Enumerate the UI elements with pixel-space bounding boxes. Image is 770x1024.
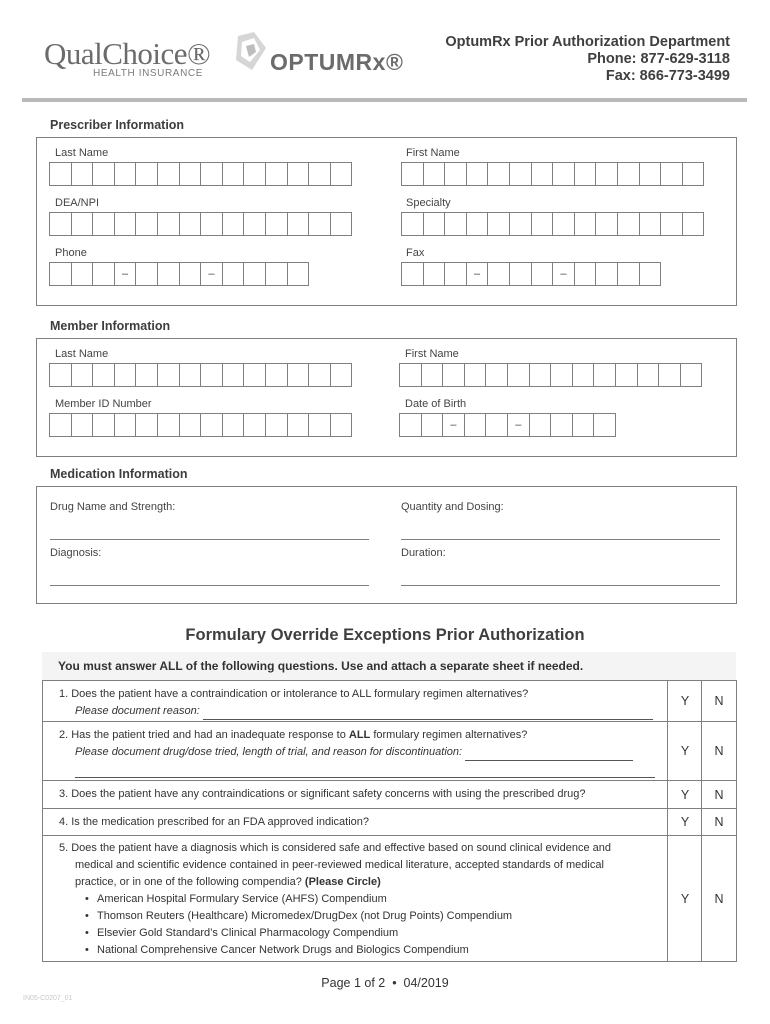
member-id-label: Member ID Number bbox=[55, 398, 152, 410]
question-3-text: 3. Does the patient have any contraindications or significant safety concerns with using the prescribed drug? bbox=[59, 788, 586, 800]
question-1-no[interactable]: N bbox=[701, 681, 736, 721]
prescriber-last-name-input[interactable] bbox=[49, 162, 352, 186]
form-title: Formulary Override Exceptions Prior Authorization bbox=[185, 626, 585, 644]
member-dob-input[interactable]: – – bbox=[399, 413, 616, 437]
member-last-name-label: Last Name bbox=[55, 348, 109, 360]
compendium-item: • Thomson Reuters (Healthcare) Micromedex/DrugDex (not Drug Points) Compendium bbox=[75, 908, 611, 925]
member-first-name-label: First Name bbox=[405, 348, 459, 360]
duration-label: Duration: bbox=[401, 547, 446, 559]
footer-separator: • bbox=[392, 976, 397, 990]
member-dob-label: Date of Birth bbox=[405, 398, 467, 410]
question-3-no[interactable]: N bbox=[701, 781, 736, 808]
question-row-1 bbox=[43, 681, 736, 722]
question-2-no[interactable]: N bbox=[701, 722, 736, 780]
department-title: OptumRx Prior Authorization Department bbox=[445, 34, 730, 50]
member-id-input[interactable] bbox=[49, 413, 352, 437]
prescriber-dea-npi-input[interactable] bbox=[49, 212, 352, 236]
question-2-text: 2. Has the patient tried and had an inadequate response to ALL formulary regimen alternatives? bbox=[59, 729, 528, 741]
prescriber-section-title: Prescriber Information bbox=[50, 118, 185, 132]
compendium-item: • National Comprehensive Cancer Network Drugs and Biologics Compendium bbox=[75, 942, 611, 959]
question-1-reason-label: Please document reason: bbox=[75, 705, 200, 717]
question-3-yes[interactable]: Y bbox=[667, 781, 702, 808]
question-4-yes[interactable]: Y bbox=[667, 809, 702, 835]
prescriber-specialty-label: Specialty bbox=[406, 197, 451, 209]
question-5-text-line3: practice, or in one of the following compendia? (Please Circle) bbox=[75, 876, 381, 888]
prescriber-last-name-label: Last Name bbox=[55, 147, 109, 159]
question-5-text-line2: medical and scientific evidence contained in peer-reviewed medical literature, accepted standards of medical bbox=[75, 859, 604, 871]
question-1-text: 1. Does the patient have a contraindication or intolerance to ALL formulary regimen alternatives? bbox=[59, 688, 529, 700]
question-4-no[interactable]: N bbox=[701, 809, 736, 835]
quantity-input[interactable] bbox=[401, 538, 720, 540]
question-row-5 bbox=[43, 836, 736, 961]
question-5-no[interactable]: N bbox=[701, 836, 736, 961]
prescriber-first-name-label: First Name bbox=[406, 147, 460, 159]
member-section-title: Member Information bbox=[50, 319, 171, 333]
diagnosis-input[interactable] bbox=[50, 584, 369, 586]
prescriber-fax-label: Fax bbox=[406, 247, 425, 259]
optumrx-logo: OPTUMRx® bbox=[270, 49, 404, 75]
question-row-3 bbox=[43, 781, 736, 809]
page-footer bbox=[0, 976, 770, 990]
question-row-4 bbox=[43, 809, 736, 836]
drug-name-label: Drug Name and Strength: bbox=[50, 501, 176, 513]
quantity-label: Quantity and Dosing: bbox=[401, 501, 504, 513]
question-4-text: 4. Is the medication prescribed for an FDA approved indication? bbox=[59, 816, 370, 828]
member-first-name-input[interactable] bbox=[399, 363, 702, 387]
prescriber-fax-input[interactable]: – – bbox=[401, 262, 661, 286]
question-5-text-line1: 5. Does the patient have a diagnosis which is considered safe and effective based on sound clinical evidence and bbox=[59, 842, 611, 854]
department-phone: Phone: 877-629-3118 bbox=[587, 51, 730, 67]
question-1-reason-input[interactable] bbox=[203, 707, 653, 720]
prescriber-phone-label: Phone bbox=[55, 247, 87, 259]
question-row-2 bbox=[43, 722, 736, 781]
revision-date: 04/2019 bbox=[403, 976, 449, 990]
medication-section-title: Medication Information bbox=[50, 467, 188, 481]
questions-table bbox=[42, 680, 737, 962]
qualchoice-logo: QualChoice® bbox=[44, 36, 211, 71]
prescriber-dea-npi-label: DEA/NPI bbox=[55, 197, 100, 209]
prescriber-specialty-input[interactable] bbox=[401, 212, 704, 236]
qualchoice-logo-subtitle: HEALTH INSURANCE bbox=[93, 68, 203, 79]
optum-logo-icon bbox=[232, 30, 268, 72]
page-number: Page 1 of 2 bbox=[321, 976, 386, 990]
prescriber-phone-input[interactable]: – – bbox=[49, 262, 309, 286]
question-2-reason-input-line2[interactable] bbox=[75, 765, 655, 778]
question-2-reason-input[interactable] bbox=[465, 748, 633, 761]
form-id: IN05-C0207_01 bbox=[23, 995, 73, 1002]
question-2-reason-label: Please document drug/dose tried, length of trial, and reason for discontinuation: bbox=[75, 746, 463, 758]
compendium-item: • American Hospital Formulary Service (AHFS) Compendium bbox=[75, 891, 611, 908]
instructions-text: You must answer ALL of the following questions. Use and attach a separate sheet if needed. bbox=[58, 659, 584, 673]
diagnosis-label: Diagnosis: bbox=[50, 547, 102, 559]
prescriber-first-name-input[interactable] bbox=[401, 162, 704, 186]
question-2-yes[interactable]: Y bbox=[667, 722, 702, 780]
member-last-name-input[interactable] bbox=[49, 363, 352, 387]
question-5-yes[interactable]: Y bbox=[667, 836, 702, 961]
department-fax: Fax: 866-773-3499 bbox=[605, 68, 730, 84]
duration-input[interactable] bbox=[401, 584, 720, 586]
compendium-item: • Elsevier Gold Standard’s Clinical Pharmacology Compendium bbox=[75, 925, 611, 942]
instructions-bar bbox=[42, 652, 736, 680]
drug-name-input[interactable] bbox=[50, 538, 369, 540]
question-1-yes[interactable]: Y bbox=[667, 681, 702, 721]
header-divider bbox=[22, 98, 747, 102]
